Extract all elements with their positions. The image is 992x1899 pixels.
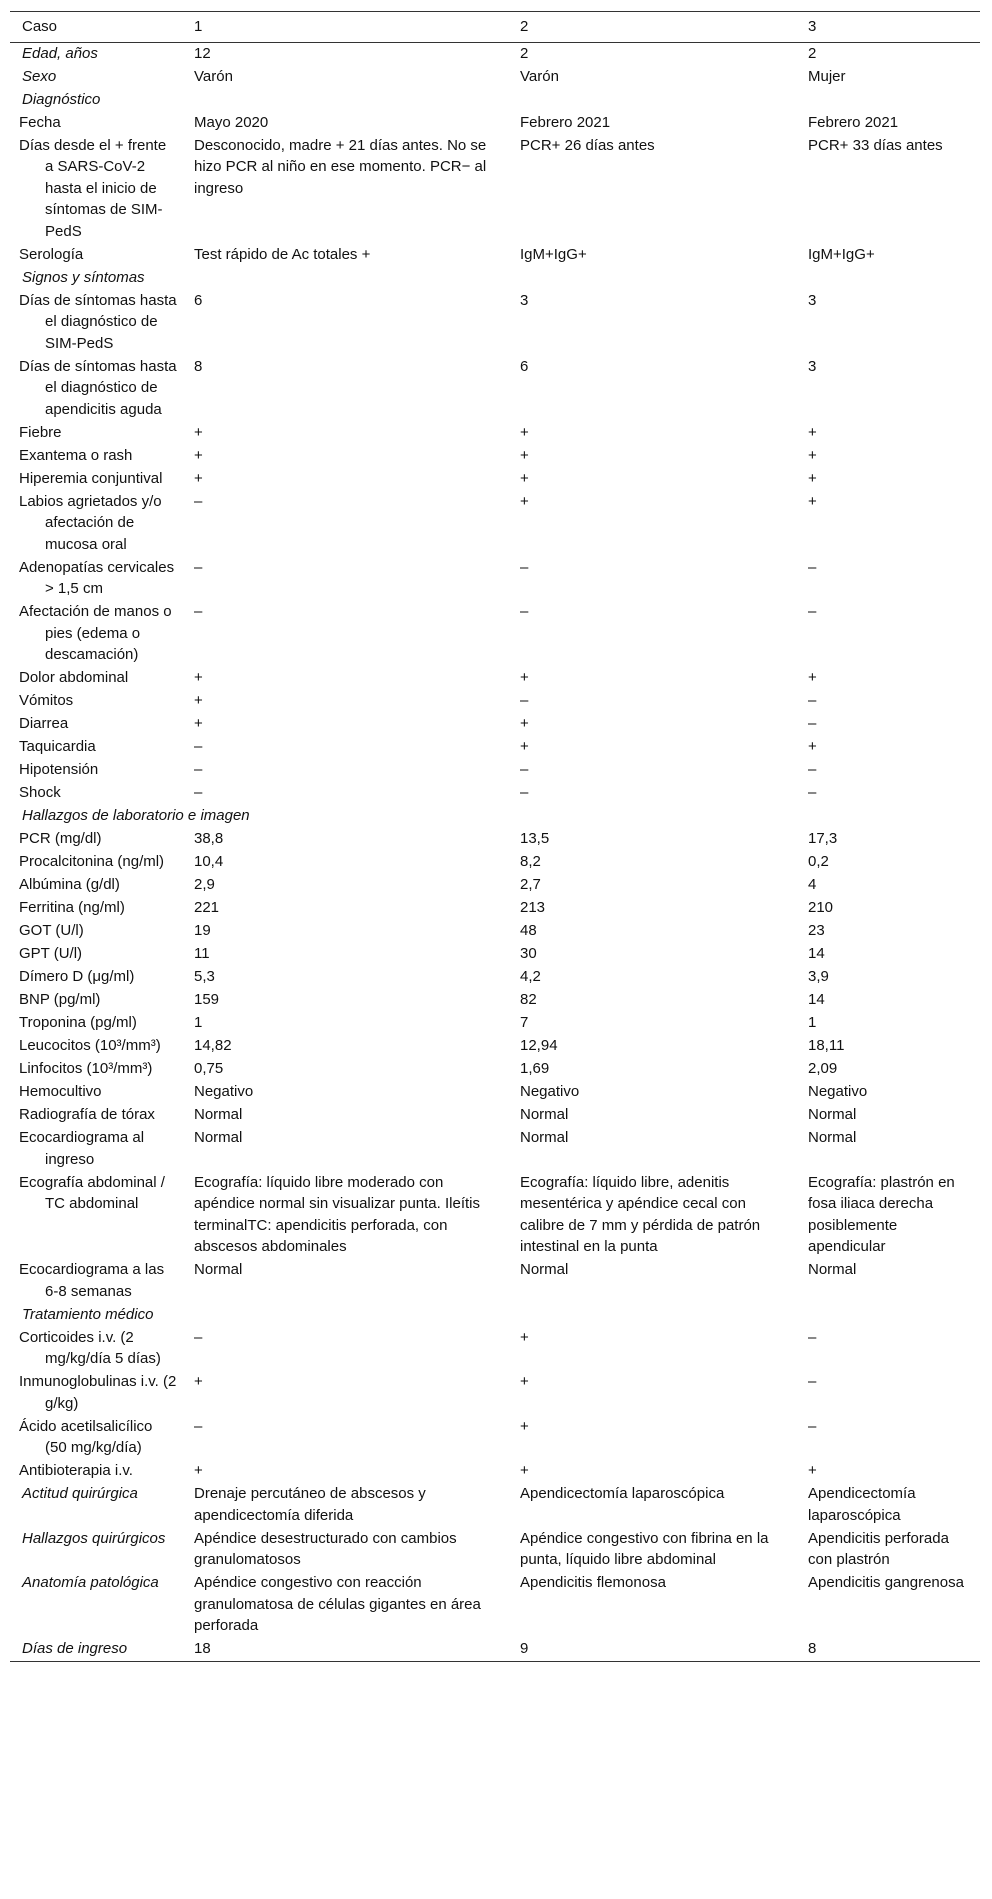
case-2-value: Normal xyxy=(520,1261,569,1278)
case-2-value: + xyxy=(520,446,529,464)
table-row xyxy=(10,713,980,736)
empty-cell xyxy=(182,89,508,112)
row-label-afectacion-de-manos-o-pies-edema-o-desca: Afectación de manos o pies (edema o descamación) xyxy=(19,603,172,663)
case-1-value: Negativo xyxy=(194,1083,254,1100)
case-1-value: Drenaje percutáneo de abscesos y apendicectomía diferida xyxy=(194,1485,426,1524)
case-1-value: Test rápido de Ac totales + xyxy=(194,245,371,263)
table-row xyxy=(10,1528,980,1573)
case-1-value: + xyxy=(194,469,203,487)
case-3-value: Mujer xyxy=(808,67,846,85)
case-3-value: 0,2 xyxy=(808,853,829,870)
case-3-value: 3 xyxy=(808,291,817,309)
case-3-value: Normal xyxy=(808,1129,857,1146)
case-2-value: 9 xyxy=(508,1638,796,1662)
case-1-value: 14,82 xyxy=(194,1037,232,1054)
case-3-value: – xyxy=(808,1417,817,1435)
case-3-value: Ecografía: plastrón en fosa iliaca derecha posiblemente apendicular xyxy=(808,1173,955,1255)
header-case-3: 3 xyxy=(796,12,980,43)
case-2-value: Ecografía: líquido libre, adenitis mesentérica y apéndice cecal con calibre de 7 mm y pérdida de patrón intestinal en la punta xyxy=(520,1173,761,1255)
case-1-value: – xyxy=(194,492,203,510)
case-1-value: 18 xyxy=(182,1638,508,1662)
case-1-value: – xyxy=(194,603,203,620)
case-1-value: 12 xyxy=(194,44,211,62)
table-row xyxy=(10,1371,980,1416)
table-row xyxy=(10,1172,980,1260)
case-2-value: Varón xyxy=(520,67,559,85)
case-3-value: 14 xyxy=(808,991,825,1008)
case-3-value: – xyxy=(808,715,817,732)
case-1-value: + xyxy=(194,715,203,732)
table-row xyxy=(10,805,980,828)
case-3-value: – xyxy=(808,692,817,709)
empty-cell xyxy=(508,1304,796,1327)
row-label-exantema-o-rash: Exantema o rash xyxy=(19,446,133,464)
row-label-hipotension: Hipotensión xyxy=(19,761,99,778)
table-row xyxy=(10,759,980,782)
case-2-value: 1,69 xyxy=(520,1060,550,1077)
case-1-value: Desconocido, madre + 21 días antes. No se hizo PCR al niño en ese momento. PCR− al ingreso xyxy=(194,136,487,197)
case-1-value: – xyxy=(194,1328,203,1346)
case-3-value: 14 xyxy=(808,945,825,962)
table-header-row xyxy=(10,12,980,43)
row-label-hallazgos-quirurgicos: Hallazgos quirúrgicos xyxy=(22,1529,166,1547)
row-label-radiografia-de-torax: Radiografía de tórax xyxy=(19,1106,155,1123)
case-2-value: 213 xyxy=(520,899,546,916)
case-3-value: + xyxy=(808,1462,817,1479)
case-3-value: 17,3 xyxy=(808,830,838,847)
empty-cell xyxy=(796,89,980,112)
case-2-value: 8,2 xyxy=(520,853,541,870)
row-label-ecografia-abdominal-tc-abdominal: Ecografía abdominal / TC abdominal xyxy=(19,1173,165,1212)
header-case-1: 1 xyxy=(182,12,508,43)
table-row xyxy=(10,491,980,557)
table-row xyxy=(10,42,980,66)
case-3-value: Apendicectomía laparoscópica xyxy=(808,1485,916,1524)
case-2-value: PCR+ 26 días antes xyxy=(520,136,655,154)
case-3-value: Normal xyxy=(808,1106,857,1123)
case-1-value: Apéndice desestructurado con cambios granulomatosos xyxy=(194,1529,457,1568)
row-label-acido-acetilsalicilico-50-mg-kg-dia: Ácido acetilsalicílico (50 mg/kg/día) xyxy=(19,1417,153,1456)
row-label-hiperemia-conjuntival: Hiperemia conjuntival xyxy=(19,469,163,487)
case-2-value: + xyxy=(520,1328,529,1346)
empty-cell xyxy=(508,267,796,290)
case-2-value: 13,5 xyxy=(520,830,550,847)
case-2-value: Apendicitis flemonosa xyxy=(520,1574,666,1591)
case-3-value: + xyxy=(808,469,817,487)
case-1-value: + xyxy=(194,1462,203,1479)
case-2-value: Apendicectomía laparoscópica xyxy=(520,1485,725,1502)
row-label-dias-de-sintomas-hasta-el-diagnostico-de: Días de síntomas hasta el diagnóstico de SIM-PedS xyxy=(19,291,177,352)
case-3-value: – xyxy=(808,558,817,576)
case-2-value: – xyxy=(520,761,529,778)
table-row xyxy=(10,828,980,851)
case-3-value: + xyxy=(808,492,817,510)
case-1-value: – xyxy=(194,1417,203,1435)
case-2-value: + xyxy=(520,492,529,510)
case-1-value: – xyxy=(194,761,203,778)
case-3-value: 2 xyxy=(808,44,817,62)
case-2-value: – xyxy=(520,784,529,801)
case-2-value: 7 xyxy=(520,1014,529,1031)
case-3-value: + xyxy=(808,738,817,755)
section-heading-signos-y-sintomas: Signos y síntomas xyxy=(22,268,145,286)
case-2-value: + xyxy=(520,715,529,732)
table-row xyxy=(10,601,980,667)
row-label-pcr-mg-dl: PCR (mg/dl) xyxy=(19,830,102,847)
case-1-value: Normal xyxy=(194,1106,243,1123)
table-row xyxy=(10,1259,980,1304)
case-2-value: Febrero 2021 xyxy=(520,113,611,131)
row-label-vomitos: Vómitos xyxy=(19,692,74,709)
row-label-ecocardiograma-a-las-6-8-semanas: Ecocardiograma a las 6-8 semanas xyxy=(19,1261,165,1300)
row-label-taquicardia: Taquicardia xyxy=(19,738,96,755)
table-row xyxy=(10,874,980,897)
row-label-sexo: Sexo xyxy=(22,67,57,85)
case-1-value: 0,75 xyxy=(194,1060,224,1077)
case-3-value: 8 xyxy=(796,1638,980,1662)
case-3-value: – xyxy=(808,603,817,620)
row-label-diarrea: Diarrea xyxy=(19,715,69,732)
case-3-value: – xyxy=(808,761,817,778)
row-label-serologia: Serología xyxy=(19,245,84,263)
case-3-value: Apendicitis perforada con plastrón xyxy=(808,1529,949,1568)
case-2-value: + xyxy=(520,469,529,487)
case-1-value: 5,3 xyxy=(194,968,215,985)
row-label-corticoides-i-v-2-mg-kg-dia-5-dias: Corticoides i.v. (2 mg/kg/día 5 días) xyxy=(19,1328,161,1367)
table-row xyxy=(10,557,980,602)
empty-cell xyxy=(508,805,796,828)
row-label-ecocardiograma-al-ingreso: Ecocardiograma al ingreso xyxy=(19,1129,145,1168)
case-2-value: Normal xyxy=(520,1129,569,1146)
table-row xyxy=(10,782,980,805)
case-2-value: 6 xyxy=(520,357,529,375)
table-body xyxy=(10,42,980,1662)
case-1-value: + xyxy=(194,446,203,464)
case-2-value: + xyxy=(520,1462,529,1479)
case-3-value: Normal xyxy=(808,1261,857,1278)
case-1-value: Normal xyxy=(194,1129,243,1146)
case-3-value: – xyxy=(808,784,817,801)
case-1-value: 10,4 xyxy=(194,853,224,870)
empty-cell xyxy=(182,1304,508,1327)
table-row xyxy=(10,66,980,89)
case-3-value: 3 xyxy=(808,357,817,375)
case-2-value: Apéndice congestivo con fibrina en la punta, líquido libre abdominal xyxy=(520,1529,769,1568)
case-1-value: Varón xyxy=(194,67,233,85)
table-row xyxy=(10,1058,980,1081)
case-1-value: Normal xyxy=(194,1261,243,1278)
case-2-value: IgM+IgG+ xyxy=(520,245,587,263)
header-case-2: 2 xyxy=(508,12,796,43)
case-3-value: – xyxy=(808,1373,817,1390)
table-row xyxy=(10,690,980,713)
case-3-value: Febrero 2021 xyxy=(808,113,899,131)
case-2-value: + xyxy=(520,669,529,686)
table-row xyxy=(10,290,980,356)
case-2-value: + xyxy=(520,1417,529,1435)
table-row xyxy=(10,920,980,943)
clinical-cases-table xyxy=(10,11,980,1662)
case-3-value: Negativo xyxy=(808,1083,868,1100)
table-row xyxy=(10,135,980,244)
table-row xyxy=(10,736,980,759)
case-1-value: Apéndice congestivo con reacción granulomatosa de células gigantes en área perforada xyxy=(194,1574,481,1634)
row-label-inmunoglobulinas-i-v-2-g-kg: Inmunoglobulinas i.v. (2 g/kg) xyxy=(19,1373,177,1412)
row-label-procalcitonina-ng-ml: Procalcitonina (ng/ml) xyxy=(19,853,165,870)
row-label-dias-de-sintomas-hasta-el-diagnostico-de: Días de síntomas hasta el diagnóstico de apendicitis aguda xyxy=(19,357,177,418)
empty-cell xyxy=(796,1304,980,1327)
case-2-value: + xyxy=(520,738,529,755)
empty-cell xyxy=(182,267,508,290)
table-row xyxy=(10,989,980,1012)
case-2-value: – xyxy=(520,692,529,709)
table-row xyxy=(10,244,980,267)
case-1-value: – xyxy=(194,784,203,801)
case-3-value: 3,9 xyxy=(808,968,829,985)
case-3-value: IgM+IgG+ xyxy=(808,245,875,263)
table-row xyxy=(10,1460,980,1483)
case-3-value: + xyxy=(808,446,817,464)
case-1-value: + xyxy=(194,1373,203,1390)
table-row xyxy=(10,1012,980,1035)
section-heading-hallazgos-de-laboratorio-e-imagen: Hallazgos de laboratorio e imagen xyxy=(22,807,250,824)
table-row xyxy=(10,1127,980,1172)
table-row xyxy=(10,966,980,989)
row-label-edad-anos: Edad, años xyxy=(22,44,98,62)
row-label-dias-desde-el-frente-a-sars-cov-2-hasta-: Días desde el + frente a SARS-CoV-2 hasta el inicio de síntomas de SIM-PedS xyxy=(19,136,167,240)
case-2-value: – xyxy=(520,603,529,620)
case-3-value: – xyxy=(808,1328,817,1346)
case-2-value: + xyxy=(520,423,529,441)
row-label-adenopatias-cervicales-1-5-cm: Adenopatías cervicales > 1,5 cm xyxy=(19,558,175,597)
case-1-value: 6 xyxy=(194,291,203,309)
table-row xyxy=(10,851,980,874)
table-row xyxy=(10,356,980,422)
case-2-value: 48 xyxy=(520,922,537,939)
row-label-gpt-u-l: GPT (U/l) xyxy=(19,945,83,962)
case-1-value: – xyxy=(194,558,203,576)
row-label-troponina-pg-ml: Troponina (pg/ml) xyxy=(19,1014,137,1031)
case-1-value: Ecografía: líquido libre moderado con apéndice normal sin visualizar punta. Ileítis terminalTC: apendicitis perforada, con abscesos abdominales xyxy=(194,1173,480,1255)
section-heading-tratamiento-medico: Tratamiento médico xyxy=(22,1305,154,1323)
table-row xyxy=(10,1416,980,1461)
case-1-value: 8 xyxy=(194,357,203,375)
row-label-antibioterapia-i-v: Antibioterapia i.v. xyxy=(19,1462,133,1479)
row-label-linfocitos-10-mm: Linfocitos (10³/mm³) xyxy=(19,1060,153,1077)
case-2-value: 4,2 xyxy=(520,968,541,985)
row-label-albumina-g-dl: Albúmina (g/dl) xyxy=(19,876,120,893)
case-1-value: 1 xyxy=(194,1014,203,1031)
row-label-leucocitos-10-mm: Leucocitos (10³/mm³) xyxy=(19,1037,161,1054)
table-row xyxy=(10,468,980,491)
row-label-shock: Shock xyxy=(19,784,61,801)
case-1-value: – xyxy=(194,738,203,755)
case-1-value: 38,8 xyxy=(194,830,224,847)
case-3-value: 18,11 xyxy=(808,1037,845,1054)
case-2-value: 3 xyxy=(520,291,529,309)
row-label-dimero-d-g-ml: Dímero D (μg/ml) xyxy=(19,968,135,985)
case-3-value: + xyxy=(808,423,817,441)
table-row xyxy=(10,1304,980,1327)
table-row xyxy=(10,1483,980,1528)
row-label-dias-de-ingreso: Días de ingreso xyxy=(10,1638,182,1662)
table-row xyxy=(10,1081,980,1104)
table-row xyxy=(10,1104,980,1127)
case-1-value: 11 xyxy=(194,945,210,962)
header-label: Caso xyxy=(10,12,182,43)
table-row xyxy=(10,1035,980,1058)
table-row xyxy=(10,422,980,445)
case-1-value: 221 xyxy=(194,899,220,916)
case-2-value: 12,94 xyxy=(520,1037,558,1054)
table-row xyxy=(10,1638,980,1662)
row-label-bnp-pg-ml: BNP (pg/ml) xyxy=(19,991,101,1008)
case-3-value: Apendicitis gangrenosa xyxy=(808,1574,964,1591)
case-1-value: Mayo 2020 xyxy=(194,113,269,131)
case-2-value: – xyxy=(520,558,529,576)
row-label-labios-agrietados-y-o-afectacion-de-muco: Labios agrietados y/o afectación de mucosa oral xyxy=(19,492,162,553)
empty-cell xyxy=(508,89,796,112)
table-row xyxy=(10,267,980,290)
case-3-value: 4 xyxy=(808,876,817,893)
case-1-value: + xyxy=(194,669,203,686)
case-3-value: 2,09 xyxy=(808,1060,838,1077)
case-2-value: 2,7 xyxy=(520,876,541,893)
row-label-hemocultivo: Hemocultivo xyxy=(19,1083,102,1100)
section-heading-diagnostico: Diagnóstico xyxy=(22,90,101,108)
table-row xyxy=(10,943,980,966)
case-2-value: 2 xyxy=(520,44,529,62)
case-2-value: Normal xyxy=(520,1106,569,1123)
case-3-value: 210 xyxy=(808,899,834,916)
table-row xyxy=(10,667,980,690)
case-1-value: + xyxy=(194,692,203,709)
case-1-value: 19 xyxy=(194,922,211,939)
case-3-value: + xyxy=(808,669,817,686)
row-label-dolor-abdominal: Dolor abdominal xyxy=(19,669,129,686)
table-row xyxy=(10,445,980,468)
empty-cell xyxy=(796,267,980,290)
case-1-value: 159 xyxy=(194,991,220,1008)
case-2-value: + xyxy=(520,1373,529,1390)
row-label-fecha: Fecha xyxy=(19,113,61,131)
table-row xyxy=(10,89,980,112)
case-2-value: 30 xyxy=(520,945,537,962)
row-label-ferritina-ng-ml: Ferritina (ng/ml) xyxy=(19,899,125,916)
table-row xyxy=(10,1572,980,1638)
case-1-value: 2,9 xyxy=(194,876,215,893)
case-2-value: Negativo xyxy=(520,1083,580,1100)
case-3-value: 1 xyxy=(808,1014,817,1031)
table-row xyxy=(10,112,980,135)
case-3-value: PCR+ 33 días antes xyxy=(808,136,943,154)
row-label-anatomia-patologica: Anatomía patológica xyxy=(22,1574,159,1591)
row-label-actitud-quirurgica: Actitud quirúrgica xyxy=(22,1485,138,1502)
case-1-value: + xyxy=(194,423,203,441)
row-label-got-u-l: GOT (U/l) xyxy=(19,922,84,939)
row-label-fiebre: Fiebre xyxy=(19,423,62,441)
table-row xyxy=(10,897,980,920)
empty-cell xyxy=(796,805,980,828)
table-row xyxy=(10,1327,980,1372)
case-2-value: 82 xyxy=(520,991,537,1008)
case-3-value: 23 xyxy=(808,922,825,939)
